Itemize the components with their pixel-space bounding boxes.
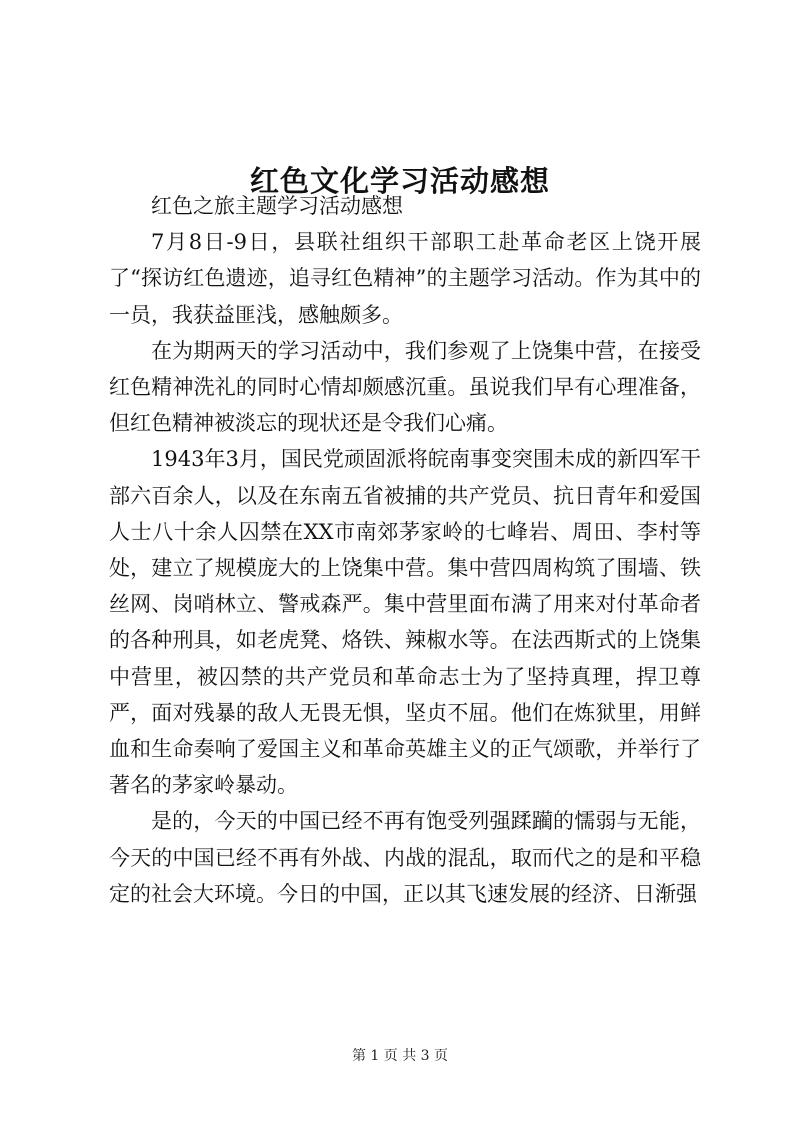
subtitle-paragraph: 红色之旅主题学习活动感想 bbox=[151, 194, 403, 218]
page-number-footer: 第 1 页 共 3 页 bbox=[351, 1048, 449, 1064]
document-title: 红色文化学习活动感想 bbox=[249, 164, 550, 199]
paragraph-3: 1943年3月，国民党顽固派将皖南事变突围未成的新四军干部六百余人，以及在东南五省被捕的共产党员、抗日青年和爱国人士八十余人囚禁在XX市南郊茅家岭的七峰岩、周田、李村等处，建立了规模庞大的上饶集中营。集中营四周构筑了围墙、铁丝网、岗哨林立、警戒森严。集中营里面布满了用来对付革命者的各种刑具，如老虎凳、烙铁、辣椒水等。在法西斯式的上饶集中营里，被囚禁的共产党员和革命志士为了坚持真理，捍卫尊严，面对残暴的敌人无畏无惧，坚贞不屈。他们在炼狱里，用鲜血和生命奏响了爱国主义和革命英雄主义的正气颂歌，并举行了著名的茅家岭暴动。 bbox=[109, 447, 701, 798]
paragraph-4: 是的，今天的中国已经不再有饱受列强蹂躏的懦弱与无能，今天的中国已经不再有外战、内战的混乱，取而代之的是和平稳定的社会大环境。今日的中国，正以其飞速发展的经济、日渐强 bbox=[109, 809, 701, 906]
paragraph-2: 在为期两天的学习活动中，我们参观了上饶集中营，在接受红色精神洗礼的同时心情却颇感沉重。虽说我们早有心理准备，但红色精神被淡忘的现状还是令我们心痛。 bbox=[109, 338, 701, 436]
paragraph-1: 7月8日-9日，县联社组织干部职工赴革命老区上饶开展了“探访红色遗迹，追寻红色精神”的主题学习活动。作为其中的一员，我获益匪浅，感触颇多。 bbox=[109, 230, 701, 327]
document-body bbox=[109, 188, 701, 912]
